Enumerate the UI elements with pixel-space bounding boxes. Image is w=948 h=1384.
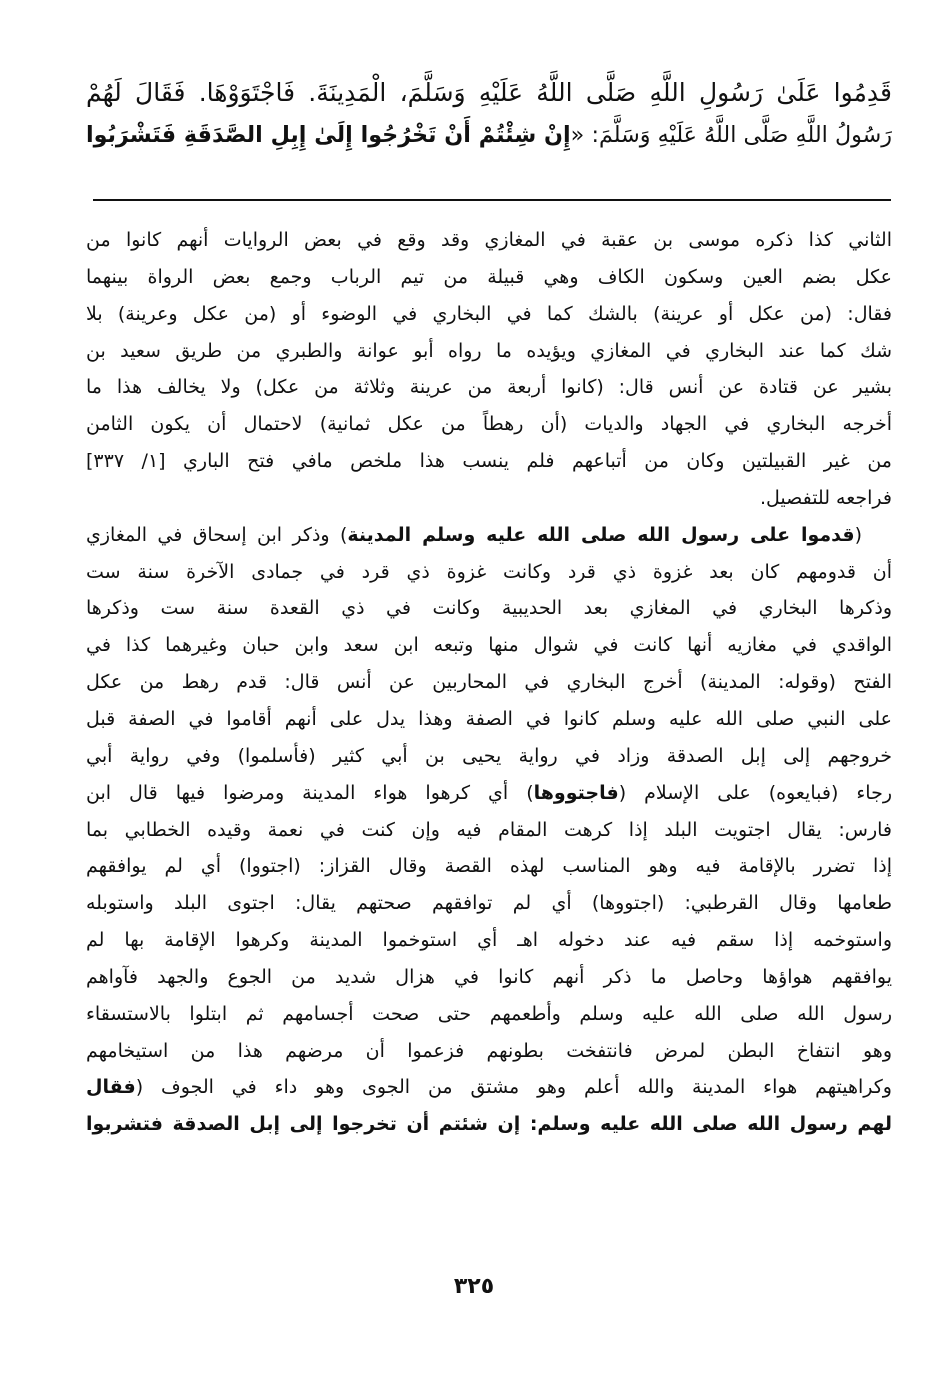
- text-segment: وهو انتفاخ البطن لمرض فانتفخت بطونهم فزعموا أن مرضهم هذا من استيخامهم: [86, 1039, 892, 1062]
- commentary-line: [86, 922, 892, 959]
- bold-text-segment: لهم رسول الله صلى الله عليه وسلم: إن شئتم أن تخرجوا إلى إبل الصدقة فتشربوا: [86, 1113, 892, 1136]
- text-segment: الواقدي في مغازيه أنها كانت في شوال منها وتبعه ابن سعد وابن حبان وغيرهما كذا في: [86, 634, 892, 657]
- commentary-line: [86, 296, 892, 333]
- commentary-line: [86, 996, 892, 1033]
- bold-text-segment: فقال: [86, 1076, 136, 1099]
- commentary-line: [86, 259, 892, 296]
- commentary-line: [86, 959, 892, 996]
- text-segment: رسول الله صلى الله عليه وسلم وأطعمهم حتى صحت أجسامهم ثم ابتلوا بالاستسقاء: [86, 1002, 892, 1025]
- text-segment: ) أي كرهوا هواء المدينة ومرضوا فيها قال ابن: [86, 781, 534, 804]
- bold-text-segment: فاجتووها: [533, 781, 619, 804]
- text-segment: فارس: يقال اجتويت البلد إذا كرهت المقام فيه وإن كنت في نعمة وقيده الخطابي بما: [86, 818, 892, 841]
- commentary-line: [86, 1106, 892, 1143]
- text-segment: إذا تضرر بالإقامة فيه وهو المناسب لهذه القصة وقال القزاز: (اجتووا) أي لم يوافقهم: [86, 855, 892, 878]
- bold-text-segment: قدموا على رسول الله صلى الله عليه وسلم المدينة: [347, 523, 855, 546]
- text-segment: وكراهيتهم هواء المدينة والله أعلم وهو مشتق من الجوى وهو داء في الجوف (: [135, 1076, 892, 1099]
- commentary-line: [86, 627, 892, 664]
- text-segment: رَسُولُ اللَّهِ صَلَّى اللَّهُ عَلَيْهِ وَسَلَّمَ: «: [570, 122, 892, 148]
- commentary-line: [86, 333, 892, 370]
- text-segment: ) وذكر ابن إسحاق في المغازي: [86, 523, 348, 546]
- commentary-line: [86, 480, 892, 517]
- text-segment: (: [854, 523, 863, 546]
- commentary-line: [86, 775, 892, 812]
- commentary-line: [86, 369, 892, 406]
- text-segment: واستوخمه إذا سقم فيه عند دخوله اهـ أي استوخموا المدينة وكرهوا الإقامة بها لم: [86, 929, 892, 952]
- text-segment: عكل بضم العين وسكون الكاف وهي قبيلة من تيم الرباب وجمع بعض الرواة بينهما: [86, 265, 892, 288]
- commentary-line: [86, 812, 892, 849]
- commentary-line: [86, 443, 892, 480]
- commentary-text: [86, 222, 892, 1143]
- text-segment: خروجهم إلى إبل الصدقة وزاد في رواية يحيى بن أبي كثير (فأسلموا) وفي رواية أبي: [86, 744, 892, 767]
- text-segment: طعامها وقال القرطبي: (اجتووها) أي لم توافقهم صحتهم يقال: اجتوى البلد واستوبله: [86, 892, 892, 915]
- footnote-divider: [93, 199, 891, 201]
- commentary-line: [86, 517, 892, 554]
- text-segment: من غير القبيلتين وكان من أتباعهم فلم ينسب هذا ملخص مافي فتح الباري [١/ ٣٣٧]: [86, 450, 892, 473]
- commentary-line: [86, 885, 892, 922]
- text-segment: شك كما عند البخاري في المغازي ويؤيده ما رواه أبو عوانة والطبري من طريق سعيد بن: [86, 339, 892, 362]
- hadith-text: [86, 72, 892, 156]
- page-number: ٣٢٥: [453, 1274, 495, 1299]
- text-segment: أخرجه البخاري في الجهاد والديات (أن رهطاً من عكل ثمانية) لاحتمال أن يكون الثامن: [86, 413, 892, 436]
- commentary-line: [86, 590, 892, 627]
- commentary-line: [86, 664, 892, 701]
- commentary-line: [86, 738, 892, 775]
- commentary-line: [86, 701, 892, 738]
- text-segment: أن قدومهم كان بعد غزوة ذي قرد وكانت غزوة ذي قرد في جمادى الآخرة سنة ست: [86, 560, 892, 583]
- text-segment: بشير عن قتادة عن أنس قال: (كانوا أربعة من عرينة وثلاثة من عكل) ولا يخالف هذا ما: [86, 376, 892, 399]
- text-segment: قَدِمُوا عَلَىٰ رَسُولِ اللَّهِ صَلَّى اللَّهُ عَلَيْهِ وَسَلَّمَ، الْمَدِينَةَ. فَاجْتَوَوْهَا. فَقَالَ لَهُمْ: [86, 78, 892, 107]
- hadith-line: [86, 114, 892, 156]
- text-segment: الثاني كذا ذكره موسى بن عقبة في المغازي وقد وقع في بعض الروايات أنهم كانوا من: [86, 229, 892, 251]
- text-segment: رجاء (فبايعوه) على الإسلام (: [618, 781, 892, 804]
- text-segment: فراجعه للتفصيل.: [759, 486, 892, 509]
- text-segment: الفتح (وقوله: المدينة) أخرج البخاري في المحاربين عن أنس قال: قدم رهط من عكل: [86, 671, 892, 694]
- commentary-line: [86, 554, 892, 591]
- hadith-line: [86, 72, 892, 114]
- commentary-line: [86, 1069, 892, 1106]
- text-segment: فقال: (من عكل أو عرينة) بالشك كما في البخاري في الوضوء أو (من عكل وعرينة) بلا: [86, 302, 892, 325]
- commentary-line: [86, 222, 892, 259]
- text-segment: على النبي صلى الله عليه وسلم كانوا في الصفة وهذا يدل على أنهم أقاموا في الصفة قبل: [86, 707, 892, 730]
- commentary-line: [86, 1033, 892, 1070]
- text-segment: وذكرها البخاري في المغازي بعد الحديبية وكانت في ذي القعدة سنة ست وذكرها: [86, 597, 892, 620]
- commentary-line: [86, 406, 892, 443]
- bold-text-segment: إِنْ شِئْتُمْ أَنْ تَخْرُجُوا إِلَىٰ إِبِلِ الصَّدَقَةِ فَتَشْرَبُوا: [86, 122, 571, 148]
- text-segment: يوافقهم هواؤها وحاصل ما ذكر أنهم كانوا في هزال شديد من الجوع والجهد فآواهم: [86, 965, 892, 988]
- commentary-line: [86, 848, 892, 885]
